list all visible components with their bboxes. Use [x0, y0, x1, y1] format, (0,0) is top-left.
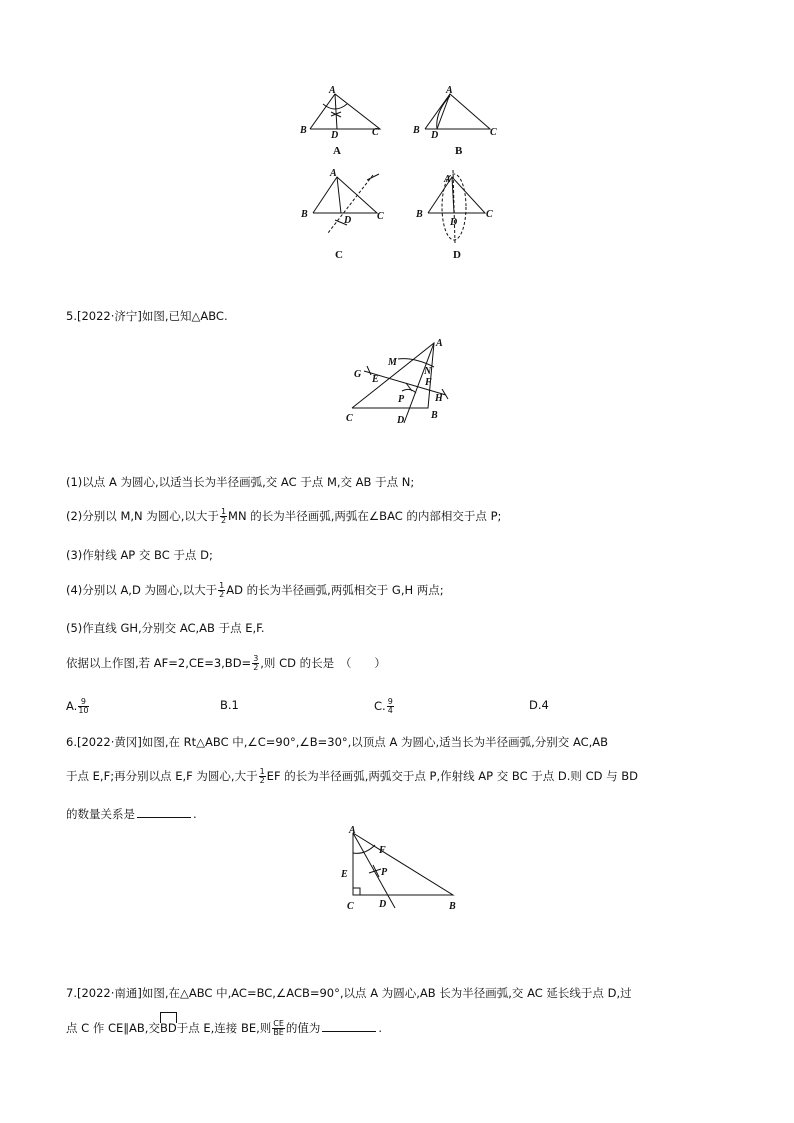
q5-option-a[interactable]: A. $\frac{9}{10}$ — [66, 697, 89, 715]
q5-step4: (4)分别以 A,D 为圆心,以大于 $\frac{1}{2}$ AD 的长为半径画弧,两弧相交于 G,H 两点; — [66, 581, 444, 599]
q7-line2: 点 C 作 CE∥AB,交BD于点 E,连接 BE,则 $\frac{CE}{BE}$ 的值为 . — [66, 1019, 383, 1037]
svg-text:D: D — [344, 215, 352, 226]
svg-text:C: C — [347, 901, 354, 912]
q5-condition: 依据以上作图,若 AF=2,CE=3,BD= $\frac{3}{2}$ ,则 CD 的长是 （ ） — [66, 654, 386, 672]
svg-text:A: A — [436, 338, 443, 349]
q5-figure — [340, 335, 460, 430]
q7-line1: 7.[2022·南通]如图,在△ABC 中,AC=BC,∠ACB=90°,以点 A 为圆心,AB 长为半径画弧,交 AC 延长线于点 D,过 — [66, 986, 632, 1000]
svg-text:M: M — [388, 357, 397, 368]
svg-text:A: A — [444, 174, 451, 185]
q5-option-d[interactable]: D.4 — [529, 698, 549, 712]
figure-option-b — [405, 82, 505, 157]
svg-text:D: D — [450, 217, 458, 228]
q5-header: 5.[2022·济宁]如图,已知△ABC. — [66, 309, 228, 323]
svg-text:B: B — [300, 125, 307, 136]
svg-text:B: B — [413, 125, 420, 136]
q6-figure — [335, 825, 465, 915]
svg-text:C: C — [335, 249, 343, 260]
svg-text:N: N — [424, 366, 432, 377]
figure-option-c — [295, 165, 395, 260]
svg-text:D: D — [331, 130, 339, 141]
svg-text:B: B — [416, 209, 423, 220]
svg-text:C: C — [377, 211, 384, 222]
arc-bd: BD — [159, 1021, 177, 1035]
answer-blank[interactable] — [137, 817, 191, 818]
q5-step5: (5)作直线 GH,分别交 AC,AB 于点 E,F. — [66, 621, 265, 635]
svg-text:A: A — [330, 168, 337, 179]
svg-text:A: A — [349, 825, 356, 836]
svg-text:F: F — [379, 845, 386, 856]
svg-text:B: B — [301, 209, 308, 220]
svg-text:C: C — [372, 127, 379, 138]
svg-text:D: D — [397, 415, 405, 426]
q5-step1: (1)以点 A 为圆心,以适当长为半径画弧,交 AC 于点 M,交 AB 于点 N; — [66, 475, 415, 489]
svg-text:D: D — [379, 899, 387, 910]
svg-text:P: P — [381, 867, 388, 878]
svg-text:B: B — [449, 901, 456, 912]
q5-step3: (3)作射线 AP 交 BC 于点 D; — [66, 548, 213, 562]
q5-step2: (2)分别以 M,N 为圆心,以大于 $\frac{1}{2}$ MN 的长为半径画弧,两弧在∠BAC 的内部相交于点 P; — [66, 507, 502, 525]
figure-option-d — [410, 165, 510, 260]
svg-text:E: E — [372, 374, 379, 385]
svg-text:C: C — [486, 209, 493, 220]
fraction-half: $\frac{1}{2}$ — [220, 507, 227, 525]
svg-text:G: G — [354, 369, 362, 380]
svg-text:A: A — [446, 85, 453, 96]
svg-text:D: D — [453, 249, 461, 260]
q5-option-c[interactable]: C. $\frac{9}{4}$ — [374, 697, 393, 715]
svg-text:B: B — [455, 145, 463, 157]
fraction-bd: $\frac{3}{2}$ — [253, 654, 259, 672]
q6-line1: 6.[2022·黄冈]如图,在 Rt△ABC 中,∠C=90°,∠B=30°,以顶点 A 为圆心,适当长为半径画弧,分别交 AC,AB — [66, 735, 609, 749]
svg-text:H: H — [435, 393, 443, 404]
svg-text:F: F — [425, 377, 432, 388]
q6-line3: 的数量关系是 . — [66, 807, 197, 821]
fraction-half: $\frac{1}{2}$ — [219, 581, 225, 599]
q6-line2: 于点 E,F;再分别以点 E,F 为圆心,大于 $\frac{1}{2}$ EF 的长为半径画弧,两弧交于点 P,作射线 AP 交 BC 于点 D.则 CD 与 BD — [66, 767, 639, 785]
svg-text:B: B — [431, 410, 438, 421]
q5-option-b[interactable]: B.1 — [220, 698, 239, 712]
figure-option-a — [290, 82, 390, 157]
svg-text:E: E — [341, 869, 348, 880]
svg-text:P: P — [398, 394, 405, 405]
svg-text:C: C — [346, 413, 353, 424]
svg-text:D: D — [431, 130, 439, 141]
svg-text:C: C — [490, 127, 497, 138]
svg-text:A: A — [329, 85, 336, 96]
svg-text:A: A — [333, 145, 341, 157]
answer-blank[interactable] — [322, 1031, 376, 1032]
